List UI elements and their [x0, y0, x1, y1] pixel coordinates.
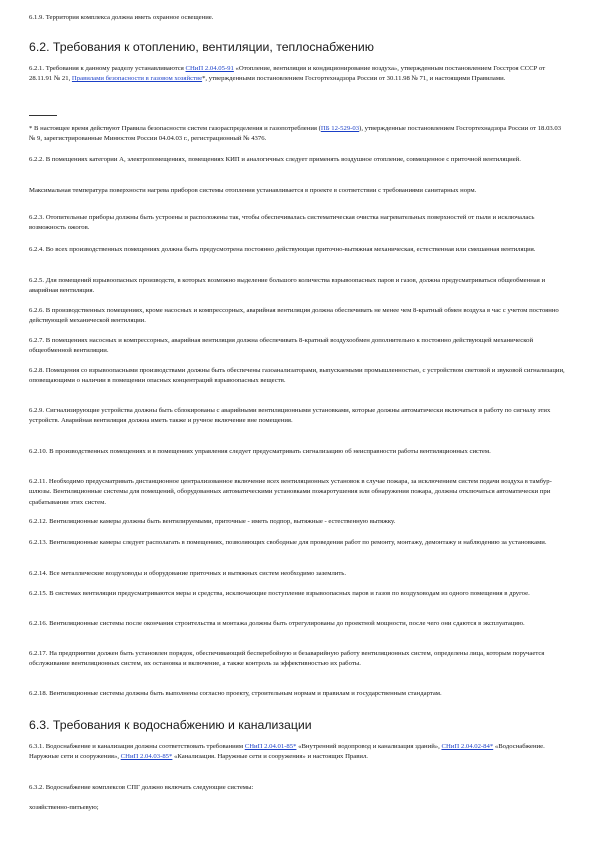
snip-2-04-01-85-link[interactable]: СНиП 2.04.01-85*: [244, 743, 297, 750]
paragraph-6-2-13: 6.2.13. Вентиляционные камеры следует располагать в помещениях, позволяющих свободные для проведения работ по ремонту, монтажу, демонтажу и наблюдению за установками.: [29, 539, 547, 546]
paragraph-6-3-2: 6.3.2. Водоснабжение комплексов СПГ должно включать следующие системы:: [29, 784, 254, 791]
paragraph-max-temperature: Максимальная температура поверхности нагрева приборов системы отопления устанавливается в проекте в соответствии с требованиями санитарных норм.: [29, 187, 477, 194]
text: 6.3.1. Водоснабжение и канализация должны соответствовать требованиям: [29, 743, 245, 750]
paragraph-6-2-10: 6.2.10. В производственных помещениях и в помещениях управления следует предусматривать сигнализацию об неисправности работы вентиляционных систем.: [29, 448, 491, 455]
section-heading-6-2: 6.2. Требования к отоплению, вентиляции, теплоснабжению: [29, 40, 374, 54]
footnote-divider: [29, 115, 57, 116]
paragraph-6-2-14: 6.2.14. Все металлические воздуховоды и оборудование приточных и вытяжных систем необходимо заземлить.: [29, 570, 347, 577]
text: 6.2.1. Требования к данному разделу устанавливаются: [29, 65, 186, 72]
text: «Внутренний водопровод и канализация зданий»,: [296, 743, 442, 750]
paragraph-6-2-7: 6.2.7. В помещениях насосных и компрессорных, аварийная вентиляция должна обеспечивать 8-кратный воздухообмен дополнительно к постоянно действующей механической общеобменной вентиляции.: [29, 337, 534, 355]
paragraph-6-2-9: 6.2.9. Сигнализирующие устройства должны быть сблокированы с аварийными вентиляционными установками, которые должны автоматически включаться в работу по сигналу этих устройств. Аварийная вентиляция должна иметь также и ручное включение вне помещения.: [29, 407, 551, 425]
snip-2-04-03-85-link[interactable]: СНиП 2.04.03-85*: [120, 753, 173, 761]
text: ), утвержденные постановлением Госгортехнадзора России от 18.03.03 № 9, зарегистрированные Минюстом России 04.04.03 г., регистрационный № 4376.: [29, 125, 562, 143]
paragraph-6-2-2: 6.2.2. В помещениях категории А, электропомещениях, помещениях КИП и аналогичных следует применять воздушное отопление, совмещенное с приточной вентиляцией.: [29, 156, 521, 163]
footnote: [29, 124, 569, 145]
snip-2-04-05-91-link[interactable]: СНиП 2.04.05-91: [185, 65, 234, 72]
paragraph-6-2-6: 6.2.6. В производственных помещениях, кроме насосных и компрессорных, аварийная вентиляция должна обеспечивать не менее чем 8-кратный обмен воздуха в час с учетом постоянно действующей механической вентиляции.: [29, 307, 559, 325]
paragraph-6-2-15: 6.2.15. В системах вентиляции предусматриваются меры и средства, исключающие поступление взрывоопасных паров и газов по воздуховодам из одного помещения в другое.: [29, 590, 530, 597]
text: «Отопление, вентиляция и кондиционирование воздуха», утвержденным постановлением Госстроя СССР от 28.11.91 № 21,: [29, 65, 546, 83]
text: * В настоящее время действуют Правила безопасности систем газораспределения и газопотребления (: [29, 125, 321, 132]
paragraph-6-2-11: 6.2.11. Необходимо предусматривать дистанционное централизованное включение всех вентиляционных установок в случае пожара, за исключением систем подачи воздуха в тамбур-шлюзы. Вентиляционные системы для помещений, оборудованных автоматическими установками пожаротушения или обнаружения пожара, должны отключаться автоматически при срабатывании этих систем.: [29, 478, 552, 506]
paragraph-6-2-5: 6.2.5. Для помещений взрывоопасных производств, в которых возможно выделение большого количества взрывоопасных паров и газов, должна предусматриваться общеобменная и аварийная вентиляция.: [29, 277, 546, 295]
paragraph-6-1-9: 6.1.9. Территория комплекса должна иметь охранное освещение.: [29, 14, 214, 21]
text: *, утвержденными постановлением Госгортехнадзора России от 30.11.98 № 71, и настоящими Правилами.: [202, 75, 506, 83]
gas-safety-rules-link[interactable]: Правилами безопасности в газовом хозяйстве: [71, 75, 203, 83]
paragraph-6-2-12: 6.2.12. Вентиляционные камеры должны быть вентилируемыми, приточные - иметь подпор, вытяжные - естественную вытяжку.: [29, 518, 396, 525]
paragraph-6-2-18: 6.2.18. Вентиляционные системы должны быть выполнены согласно проекту, строительным нормам и правилам и государственным стандартам.: [29, 690, 442, 697]
paragraph-6-2-17: 6.2.17. На предприятии должен быть установлен порядок, обеспечивающий бесперебойную и безаварийную работу вентиляционных систем, определены лица, которым поручается обслуживание вентиляционных систем, их остановка и включение, а также контроль за эффективностью их работы.: [29, 650, 545, 668]
text: «Канализация. Наружные сети и сооружения» и настоящих Правил.: [172, 753, 368, 761]
pb-12-529-03-link[interactable]: ПБ 12-529-03: [320, 125, 360, 132]
list-item-drinking-water: хозяйственно-питьевую;: [29, 804, 99, 811]
snip-2-04-02-84-link[interactable]: СНиП 2.04.02-84*: [441, 743, 494, 750]
paragraph-6-2-16: 6.2.16. Вентиляционные системы после окончания строительства и монтажа должны быть отрегулированы до проектной мощности, после чего они сдаются в эксплуатацию.: [29, 620, 525, 627]
text: «Водоснабжение. Наружные сети и сооружения»,: [29, 743, 545, 761]
paragraph-6-2-3: 6.2.3. Отопительные приборы должны быть устроены и расположены так, чтобы обеспечивалась систематическая очистка нагревательных поверхностей от пыли и исключалась возможность ожогов.: [29, 214, 535, 232]
paragraph-6-2-4: 6.2.4. Во всех производственных помещениях должна быть предусмотрена постоянно действующая приточно-вытяжная механическая, естественная или смешанная вентиляция.: [29, 246, 536, 253]
paragraph-6-2-8: 6.2.8. Помещения со взрывоопасными производствами должны быть обеспечены газоанализаторами, выпускаемыми промышленностью, с устройством световой и звуковой сигнализации, оповещающими о наличии в помещении опасных концентраций взрывоопасных веществ.: [29, 367, 565, 385]
paragraph-6-3-1: [29, 742, 569, 763]
section-heading-6-3: 6.3. Требования к водоснабжению и канализации: [29, 718, 312, 732]
paragraph-6-2-1: [29, 64, 569, 85]
